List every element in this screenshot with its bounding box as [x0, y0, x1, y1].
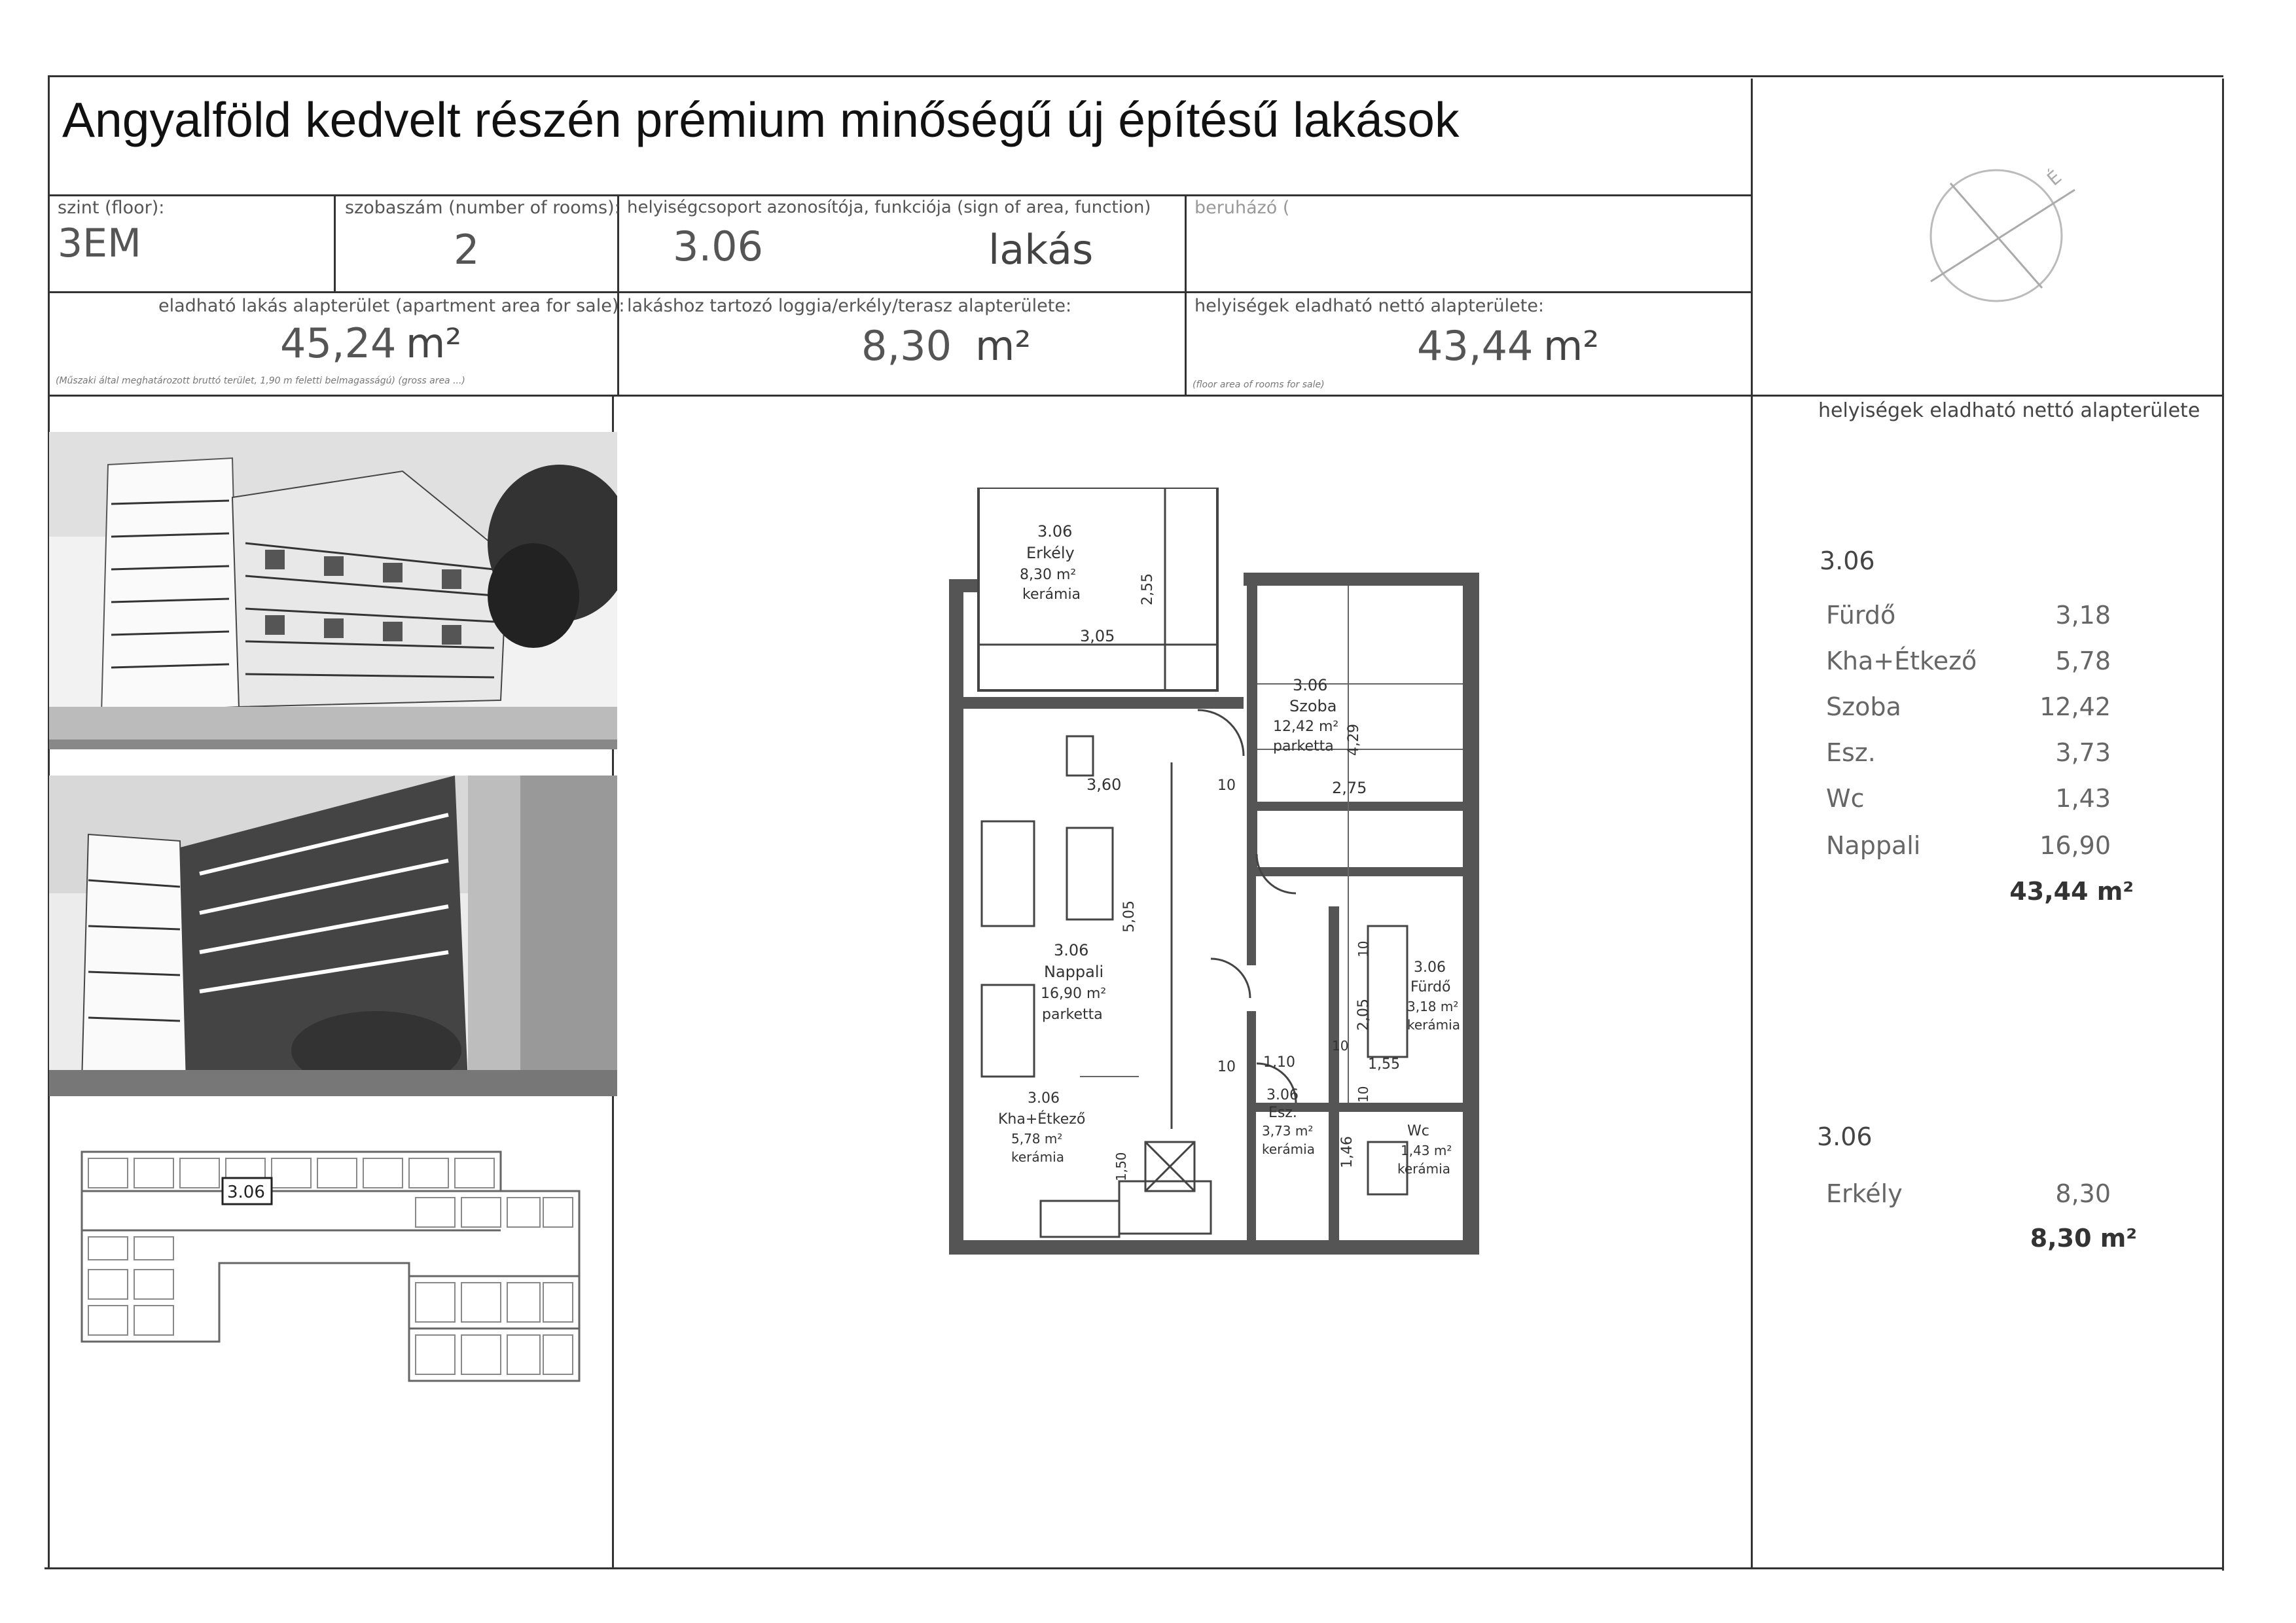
summary-room-value: 8,30 — [2055, 1179, 2111, 1208]
wc-name: Wc — [1407, 1123, 1429, 1139]
header-col-1 — [334, 194, 336, 293]
nappali-dim2: 5,05 — [1121, 901, 1138, 933]
area-label: eladható lakás alapterület (apartment area for sale): — [158, 296, 625, 316]
kha-material: kerámia — [1011, 1149, 1064, 1165]
header-col-2 — [617, 194, 619, 395]
summary-room-name: Kha+Étkező — [1826, 647, 1977, 675]
esz-material: kerámia — [1262, 1141, 1315, 1157]
misc-10c: 10 — [1355, 940, 1371, 957]
erkely-dim2: 3,05 — [1080, 627, 1115, 645]
header-row-divider-2 — [49, 291, 1751, 293]
furdo-material: kerámia — [1407, 1017, 1460, 1033]
summary-group2-id: 3.06 — [1817, 1122, 1873, 1151]
building-render-1 — [49, 432, 617, 749]
floor-value: 3EM — [58, 221, 141, 266]
compass-icon — [1911, 157, 2108, 314]
nappali-name: Nappali — [1044, 963, 1104, 981]
summary-room-value: 12,42 — [2039, 692, 2111, 721]
loggia-unit: m² — [975, 322, 1031, 370]
kha-area: 5,78 m² — [1011, 1131, 1063, 1147]
nappali-dim1: 3,60 — [1086, 776, 1122, 794]
furdo-name: Fürdő — [1410, 979, 1451, 995]
floorplan — [949, 488, 1492, 1266]
esz-dim1: 1,46 — [1339, 1136, 1355, 1168]
furdo-dim2: 1,55 — [1368, 1056, 1400, 1073]
net-value: 43,44 — [1417, 322, 1534, 370]
building-render-2 — [49, 776, 617, 1096]
erkely-area: 8,30 m² — [1020, 567, 1077, 583]
summary-room-value: 16,90 — [2039, 831, 2111, 860]
furdo-id: 3.06 — [1414, 959, 1446, 976]
kha-id: 3.06 — [1028, 1090, 1060, 1107]
esz-id: 3.06 — [1266, 1087, 1299, 1103]
kha-dim1: 1,50 — [1113, 1152, 1129, 1181]
compass-label: É — [2043, 166, 2066, 190]
summary-room-value: 3,18 — [2055, 601, 2111, 630]
id-value: 3.06 — [673, 223, 764, 270]
summary-group1-id: 3.06 — [1820, 546, 1875, 575]
summary-room-name: Esz. — [1826, 738, 1876, 767]
nappali-area: 16,90 m² — [1041, 986, 1107, 1002]
erkely-dim1: 2,55 — [1139, 573, 1156, 605]
esz-dim2: 1,10 — [1263, 1054, 1295, 1071]
summary-room-name: Fürdő — [1826, 601, 1896, 630]
furdo-dim1: 2,05 — [1355, 999, 1372, 1031]
erkely-id: 3.06 — [1037, 522, 1073, 541]
summary-room-name: Szoba — [1826, 692, 1901, 721]
page-title: Angyalföld kedvelt részén prémium minőségű új építésű lakások — [62, 92, 1460, 147]
net-note: (floor area of rooms for sale) — [1193, 380, 1325, 390]
area-note: (Műszaki által meghatározott bruttó terület, 1,90 m feletti belmagasságú) (gross area ...) — [56, 376, 465, 386]
nappali-id: 3.06 — [1054, 941, 1089, 959]
summary-room-value: 3,73 — [2055, 738, 2111, 767]
esz-name: Esz. — [1268, 1105, 1297, 1121]
szoba-dim2: 2,75 — [1332, 779, 1367, 797]
summary-group2-total: 8,30 m² — [2030, 1224, 2137, 1253]
erkely-name: Erkély — [1026, 544, 1075, 562]
szoba-dim1: 4,29 — [1346, 724, 1362, 756]
frame-bottom — [45, 1567, 2224, 1569]
szoba-area: 12,42 m² — [1273, 719, 1339, 735]
net-label: helyiségek eladható nettó alapterülete: — [1194, 296, 1545, 316]
area-value: 45,24 — [280, 319, 397, 367]
szoba-material: parketta — [1273, 738, 1334, 755]
site-plan — [75, 1132, 592, 1387]
frame-right — [2222, 79, 2224, 1571]
right-column-divider — [1751, 79, 1753, 1569]
investor-label: beruházó ( — [1194, 198, 1290, 218]
esz-area: 3,73 m² — [1262, 1123, 1314, 1139]
wc-area: 1,43 m² — [1401, 1143, 1452, 1158]
summary-room-name: Nappali — [1826, 831, 1921, 860]
function-value: lakás — [988, 226, 1094, 274]
nappali-material: parketta — [1042, 1007, 1103, 1023]
summary-room-name: Erkély — [1826, 1179, 1903, 1208]
summary-group1-total: 43,44 m² — [2009, 877, 2134, 906]
frame-top — [49, 75, 2223, 77]
siteplan-unit-label: 3.06 — [227, 1183, 265, 1202]
rooms-value: 2 — [454, 226, 480, 274]
header-col-3 — [1185, 194, 1187, 395]
misc-10d: 10 — [1332, 1038, 1349, 1054]
net-unit: m² — [1543, 322, 1600, 370]
header-row-divider-1 — [49, 194, 1751, 196]
summary-room-value: 5,78 — [2055, 647, 2111, 675]
loggia-value: 8,30 — [861, 322, 952, 370]
summary-heading: helyiségek eladható nettó alapterülete — [1818, 399, 2200, 422]
header-row-divider-3 — [49, 395, 2223, 397]
summary-room-value: 1,43 — [2055, 784, 2111, 813]
szoba-id: 3.06 — [1293, 676, 1328, 694]
kha-name: Kha+Étkező — [998, 1111, 1086, 1128]
area-unit: m² — [406, 319, 462, 367]
misc-10e: 10 — [1355, 1086, 1371, 1103]
floor-label: szint (floor): — [58, 198, 165, 218]
id-label: helyiségcsoport azonosítója, funkciója (sign of area, function) — [627, 198, 1151, 217]
szoba-name: Szoba — [1289, 697, 1337, 715]
summary-room-name: Wc — [1826, 784, 1865, 813]
misc-10a: 10 — [1217, 777, 1236, 794]
loggia-label: lakáshoz tartozó loggia/erkély/terasz alapterülete: — [627, 296, 1072, 316]
wc-material: kerámia — [1397, 1161, 1450, 1177]
erkely-material: kerámia — [1022, 586, 1081, 603]
rooms-label: szobaszám (number of rooms): — [345, 198, 620, 218]
misc-10b: 10 — [1217, 1059, 1236, 1075]
furdo-area: 3,18 m² — [1407, 999, 1459, 1014]
